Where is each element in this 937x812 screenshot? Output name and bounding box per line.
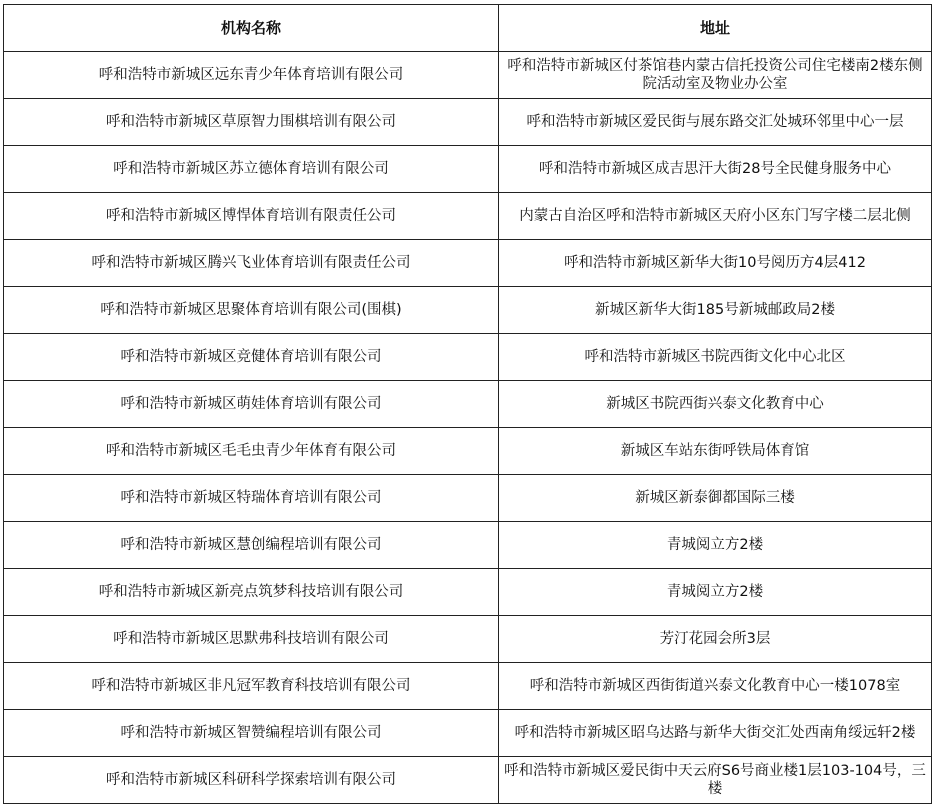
institution-name-cell: 呼和浩特市新城区苏立德体育培训有限公司 bbox=[4, 146, 499, 193]
header-address: 地址 bbox=[499, 5, 932, 52]
address-cell: 青城阅立方2楼 bbox=[499, 522, 932, 569]
institution-name-cell: 呼和浩特市新城区思聚体育培训有限公司(围棋) bbox=[4, 287, 499, 334]
address-cell: 呼和浩特市新城区爱民街中天云府S6号商业楼1层103-104号，三楼 bbox=[499, 757, 932, 804]
institution-name-cell: 呼和浩特市新城区腾兴飞业体育培训有限责任公司 bbox=[4, 240, 499, 287]
address-cell: 青城阅立方2楼 bbox=[499, 569, 932, 616]
institution-name-cell: 呼和浩特市新城区竞健体育培训有限公司 bbox=[4, 334, 499, 381]
table-row bbox=[4, 757, 932, 804]
table-row bbox=[4, 428, 932, 475]
address-cell: 内蒙古自治区呼和浩特市新城区天府小区东门写字楼二层北侧 bbox=[499, 193, 932, 240]
header-institution-name: 机构名称 bbox=[4, 5, 499, 52]
table-row bbox=[4, 663, 932, 710]
table-row bbox=[4, 522, 932, 569]
table-row bbox=[4, 287, 932, 334]
table-header-row bbox=[4, 5, 932, 52]
institution-name-cell: 呼和浩特市新城区思默弗科技培训有限公司 bbox=[4, 616, 499, 663]
table-row bbox=[4, 334, 932, 381]
address-cell: 呼和浩特市新城区昭乌达路与新华大街交汇处西南角绥远轩2楼 bbox=[499, 710, 932, 757]
table-row bbox=[4, 52, 932, 99]
table-row bbox=[4, 710, 932, 757]
institution-name-cell: 呼和浩特市新城区草原智力围棋培训有限公司 bbox=[4, 99, 499, 146]
table-row bbox=[4, 146, 932, 193]
table-row bbox=[4, 616, 932, 663]
address-cell: 呼和浩特市新城区成吉思汗大街28号全民健身服务中心 bbox=[499, 146, 932, 193]
table-row bbox=[4, 193, 932, 240]
institution-name-cell: 呼和浩特市新城区萌娃体育培训有限公司 bbox=[4, 381, 499, 428]
institution-name-cell: 呼和浩特市新城区毛毛虫青少年体育有限公司 bbox=[4, 428, 499, 475]
address-cell: 新城区书院西街兴泰文化教育中心 bbox=[499, 381, 932, 428]
institution-name-cell: 呼和浩特市新城区特瑞体育培训有限公司 bbox=[4, 475, 499, 522]
institution-name-cell: 呼和浩特市新城区慧创编程培训有限公司 bbox=[4, 522, 499, 569]
address-cell: 新城区新华大街185号新城邮政局2楼 bbox=[499, 287, 932, 334]
address-cell: 呼和浩特市新城区西街街道兴泰文化教育中心一楼1078室 bbox=[499, 663, 932, 710]
institution-name-cell: 呼和浩特市新城区非凡冠军教育科技培训有限公司 bbox=[4, 663, 499, 710]
table-row bbox=[4, 475, 932, 522]
table-row bbox=[4, 240, 932, 287]
address-cell: 呼和浩特市新城区爱民街与展东路交汇处城环邻里中心一层 bbox=[499, 99, 932, 146]
address-cell: 呼和浩特市新城区新华大街10号阅历方4层412 bbox=[499, 240, 932, 287]
address-cell: 呼和浩特市新城区付茶馆巷内蒙古信托投资公司住宅楼南2楼东侧院活动室及物业办公室 bbox=[499, 52, 932, 99]
institution-name-cell: 呼和浩特市新城区远东青少年体育培训有限公司 bbox=[4, 52, 499, 99]
institution-name-cell: 呼和浩特市新城区科研科学探索培训有限公司 bbox=[4, 757, 499, 804]
institution-table bbox=[3, 4, 932, 804]
institution-name-cell: 呼和浩特市新城区智赞编程培训有限公司 bbox=[4, 710, 499, 757]
address-cell: 呼和浩特市新城区书院西街文化中心北区 bbox=[499, 334, 932, 381]
institution-name-cell: 呼和浩特市新城区博悍体育培训有限责任公司 bbox=[4, 193, 499, 240]
table-row bbox=[4, 381, 932, 428]
institution-name-cell: 呼和浩特市新城区新亮点筑梦科技培训有限公司 bbox=[4, 569, 499, 616]
address-cell: 新城区新泰御都国际三楼 bbox=[499, 475, 932, 522]
address-cell: 新城区车站东街呼铁局体育馆 bbox=[499, 428, 932, 475]
table-row bbox=[4, 569, 932, 616]
table-row bbox=[4, 99, 932, 146]
address-cell: 芳汀花园会所3层 bbox=[499, 616, 932, 663]
